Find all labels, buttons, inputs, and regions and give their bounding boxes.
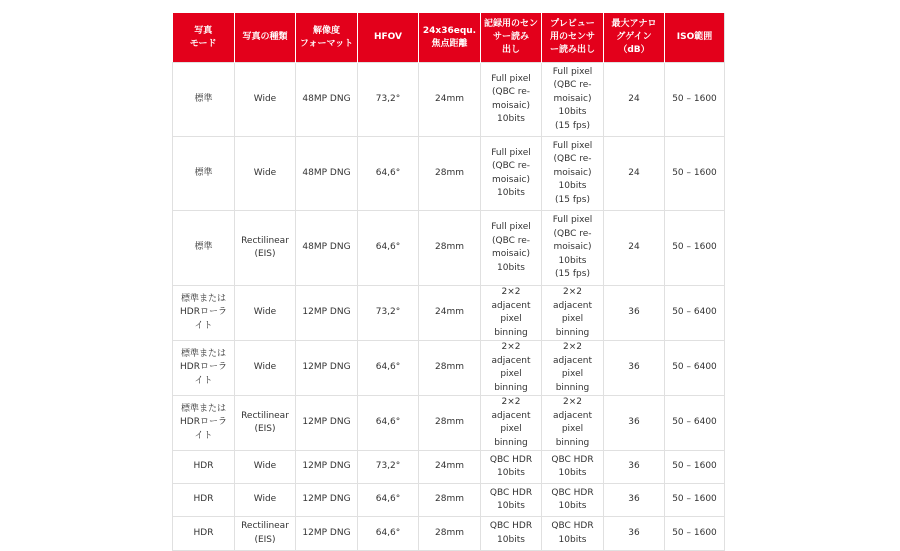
cell-recording-readout [481, 341, 542, 396]
cell-resolution-format [296, 341, 358, 396]
cell-iso-range-value: 50 – 6400 [672, 417, 717, 428]
cell-hfov [358, 63, 419, 137]
cell-photo-type-value: Rectilinear (EIS) [241, 521, 289, 545]
cell-iso-range [665, 517, 725, 551]
cell-photo-type-value: Wide [253, 307, 277, 318]
cell-max-analog-gain [604, 137, 665, 211]
cell-photo-mode-value: 標準 [194, 167, 213, 178]
cell-preview-readout [542, 451, 604, 484]
cell-preview-readout [542, 137, 604, 211]
cell-iso-range [665, 137, 725, 211]
cell-recording-readout [481, 211, 542, 286]
cell-photo-mode-value: 標準 [194, 93, 213, 104]
cell-focal-length-value: 28mm [435, 527, 464, 538]
cell-recording-readout-value: QBC HDR 10bits [489, 487, 533, 511]
table-row [173, 484, 725, 517]
cell-photo-mode [173, 137, 235, 211]
cell-hfov-value: 73,2° [375, 307, 401, 318]
cell-photo-type-value: Wide [253, 494, 277, 505]
cell-photo-type [235, 211, 296, 286]
cell-preview-readout [542, 341, 604, 396]
table-row [173, 137, 725, 211]
cell-recording-readout [481, 451, 542, 484]
cell-max-analog-gain-value: 24 [628, 93, 640, 104]
cell-focal-length-value: 28mm [435, 417, 464, 428]
cell-recording-readout [481, 484, 542, 517]
header-recording-readout [481, 13, 542, 63]
cell-recording-readout [481, 396, 542, 451]
cell-iso-range [665, 341, 725, 396]
header-resolution-format-label: 解像度 フォーマット [299, 25, 354, 49]
header-photo-mode [173, 13, 235, 63]
cell-focal-length [419, 451, 481, 484]
cell-preview-readout-value: QBC HDR 10bits [551, 487, 594, 511]
cell-max-analog-gain [604, 484, 665, 517]
header-preview-readout [542, 13, 604, 63]
cell-iso-range [665, 484, 725, 517]
cell-focal-length [419, 137, 481, 211]
cell-max-analog-gain-value: 36 [628, 494, 640, 505]
cell-resolution-format [296, 286, 358, 341]
cell-photo-type-value: Wide [253, 93, 277, 104]
cell-resolution-format-value: 12MP DNG [302, 307, 351, 318]
cell-max-analog-gain [604, 211, 665, 286]
cell-preview-readout [542, 484, 604, 517]
cell-resolution-format-value: 12MP DNG [302, 527, 351, 538]
cell-photo-type-value: Wide [253, 461, 277, 472]
cell-max-analog-gain-value: 36 [628, 307, 640, 318]
header-hfov [358, 13, 419, 63]
table-row [173, 451, 725, 484]
cell-recording-readout-value: Full pixel (QBC re- moisaic) 10bits [491, 222, 531, 273]
table-body [173, 63, 725, 551]
cell-iso-range [665, 211, 725, 286]
cell-iso-range [665, 63, 725, 137]
cell-recording-readout-value: 2×2 adjacent pixel binning [491, 397, 531, 448]
cell-preview-readout-value: 2×2 adjacent pixel binning [553, 342, 592, 393]
cell-max-analog-gain-value: 36 [628, 527, 640, 538]
cell-hfov [358, 341, 419, 396]
cell-preview-readout-value: 2×2 adjacent pixel binning [553, 287, 592, 338]
cell-iso-range [665, 396, 725, 451]
cell-resolution-format [296, 137, 358, 211]
header-hfov-label: HFOV [373, 32, 403, 42]
cell-max-analog-gain [604, 341, 665, 396]
cell-photo-mode [173, 211, 235, 286]
cell-preview-readout [542, 396, 604, 451]
cell-focal-length-value: 28mm [435, 167, 464, 178]
cell-photo-type-value: Rectilinear (EIS) [241, 410, 289, 434]
cell-photo-type-value: Wide [253, 167, 277, 178]
cell-preview-readout [542, 211, 604, 286]
cell-hfov [358, 286, 419, 341]
cell-iso-range-value: 50 – 1600 [672, 242, 717, 253]
cell-preview-readout-value: Full pixel (QBC re- moisaic) 10bits (15 fps) [552, 140, 593, 205]
cell-hfov [358, 517, 419, 551]
header-max-analog-gain-label: 最大アナロ グゲイン （dB） [611, 19, 657, 55]
table-row [173, 341, 725, 396]
header-iso-range [665, 13, 725, 63]
cell-iso-range [665, 451, 725, 484]
cell-focal-length [419, 484, 481, 517]
cell-max-analog-gain [604, 396, 665, 451]
cell-photo-type [235, 396, 296, 451]
cell-photo-mode-value: 標準または HDRローラ イト [180, 403, 227, 441]
cell-photo-mode [173, 286, 235, 341]
cell-resolution-format [296, 451, 358, 484]
cell-max-analog-gain-value: 36 [628, 461, 640, 472]
cell-max-analog-gain-value: 36 [628, 417, 640, 428]
cell-preview-readout-value: Full pixel (QBC re- moisaic) 10bits (15 fps) [552, 66, 593, 131]
cell-focal-length-value: 28mm [435, 362, 464, 373]
cell-recording-readout [481, 63, 542, 137]
cell-preview-readout-value: 2×2 adjacent pixel binning [553, 397, 592, 448]
cell-recording-readout-value: 2×2 adjacent pixel binning [491, 342, 531, 393]
cell-photo-type-value: Wide [253, 362, 277, 373]
cell-recording-readout-value: Full pixel (QBC re- moisaic) 10bits [491, 73, 531, 124]
cell-photo-type [235, 484, 296, 517]
cell-photo-mode-value: 標準 [194, 242, 213, 253]
cell-resolution-format [296, 484, 358, 517]
cell-resolution-format [296, 396, 358, 451]
table-header-row [173, 13, 725, 63]
cell-max-analog-gain-value: 36 [628, 362, 640, 373]
camera-specs-table [172, 13, 725, 551]
cell-focal-length [419, 63, 481, 137]
cell-photo-mode-value: 標準または HDRローラ イト [180, 348, 227, 386]
header-photo-type [235, 13, 296, 63]
header-photo-type-label: 写真の種類 [242, 32, 288, 42]
header-preview-readout-label: プレビュー 用のセンサ ー読み出し [549, 19, 595, 55]
header-iso-range-label: ISO範囲 [676, 32, 713, 42]
cell-preview-readout-value: QBC HDR 10bits [551, 521, 594, 545]
cell-max-analog-gain [604, 63, 665, 137]
cell-resolution-format-value: 48MP DNG [302, 167, 351, 178]
cell-max-analog-gain [604, 451, 665, 484]
cell-photo-type-value: Rectilinear (EIS) [241, 235, 289, 259]
cell-resolution-format-value: 48MP DNG [302, 242, 351, 253]
cell-resolution-format-value: 12MP DNG [302, 494, 351, 505]
cell-photo-mode-value: HDR [193, 461, 214, 472]
camera-specs-table-container [172, 13, 724, 551]
header-focal-length-label: 24x36equ. 焦点距離 [422, 25, 477, 49]
cell-photo-type [235, 286, 296, 341]
cell-focal-length-value: 28mm [435, 242, 464, 253]
cell-hfov-value: 64,6° [375, 362, 401, 373]
header-resolution-format [296, 13, 358, 63]
table-row [173, 286, 725, 341]
cell-photo-type [235, 517, 296, 551]
cell-resolution-format [296, 63, 358, 137]
cell-hfov-value: 64,6° [375, 417, 401, 428]
cell-hfov-value: 64,6° [375, 527, 401, 538]
cell-photo-type [235, 137, 296, 211]
cell-hfov-value: 64,6° [375, 242, 401, 253]
cell-focal-length [419, 286, 481, 341]
cell-resolution-format-value: 12MP DNG [302, 461, 351, 472]
cell-iso-range-value: 50 – 6400 [672, 307, 717, 318]
cell-hfov-value: 64,6° [375, 167, 401, 178]
cell-focal-length-value: 24mm [435, 93, 464, 104]
cell-hfov [358, 396, 419, 451]
cell-recording-readout-value: Full pixel (QBC re- moisaic) 10bits [491, 147, 531, 198]
header-max-analog-gain [604, 13, 665, 63]
cell-iso-range-value: 50 – 1600 [672, 494, 717, 505]
cell-recording-readout-value: QBC HDR 10bits [489, 454, 533, 478]
cell-recording-readout [481, 286, 542, 341]
cell-preview-readout [542, 517, 604, 551]
cell-iso-range [665, 286, 725, 341]
cell-photo-mode [173, 341, 235, 396]
cell-photo-mode-value: HDR [193, 527, 214, 538]
cell-hfov-value: 64,6° [375, 494, 401, 505]
cell-focal-length [419, 211, 481, 286]
cell-hfov [358, 211, 419, 286]
cell-photo-mode-value: HDR [193, 494, 214, 505]
cell-resolution-format-value: 12MP DNG [302, 362, 351, 373]
cell-hfov-value: 73,2° [375, 93, 401, 104]
cell-iso-range-value: 50 – 1600 [672, 167, 717, 178]
cell-iso-range-value: 50 – 1600 [672, 93, 717, 104]
cell-preview-readout [542, 286, 604, 341]
cell-focal-length [419, 341, 481, 396]
cell-max-analog-gain-value: 24 [628, 167, 640, 178]
cell-preview-readout [542, 63, 604, 137]
cell-photo-mode [173, 484, 235, 517]
cell-resolution-format [296, 517, 358, 551]
header-focal-length [419, 13, 481, 63]
cell-resolution-format [296, 211, 358, 286]
cell-preview-readout-value: Full pixel (QBC re- moisaic) 10bits (15 fps) [552, 215, 593, 280]
cell-preview-readout-value: QBC HDR 10bits [551, 454, 594, 478]
cell-iso-range-value: 50 – 6400 [672, 362, 717, 373]
cell-photo-type [235, 63, 296, 137]
cell-iso-range-value: 50 – 1600 [672, 461, 717, 472]
cell-resolution-format-value: 48MP DNG [302, 93, 351, 104]
cell-recording-readout [481, 137, 542, 211]
cell-focal-length [419, 517, 481, 551]
cell-focal-length [419, 396, 481, 451]
cell-hfov-value: 73,2° [375, 461, 401, 472]
table-row [173, 517, 725, 551]
cell-hfov [358, 451, 419, 484]
cell-hfov [358, 137, 419, 211]
cell-focal-length-value: 24mm [435, 461, 464, 472]
cell-recording-readout-value: 2×2 adjacent pixel binning [491, 287, 531, 338]
cell-photo-mode [173, 63, 235, 137]
cell-max-analog-gain-value: 24 [628, 242, 640, 253]
cell-recording-readout [481, 517, 542, 551]
cell-iso-range-value: 50 – 1600 [672, 527, 717, 538]
header-recording-readout-label: 記録用のセン サー読み 出し [483, 19, 538, 55]
cell-hfov [358, 484, 419, 517]
cell-focal-length-value: 24mm [435, 307, 464, 318]
cell-photo-mode [173, 396, 235, 451]
cell-max-analog-gain [604, 517, 665, 551]
cell-photo-mode-value: 標準または HDRローラ イト [180, 293, 227, 331]
table-row [173, 396, 725, 451]
cell-resolution-format-value: 12MP DNG [302, 417, 351, 428]
cell-focal-length-value: 28mm [435, 494, 464, 505]
table-row [173, 63, 725, 137]
table-row [173, 211, 725, 286]
cell-photo-type [235, 451, 296, 484]
cell-recording-readout-value: QBC HDR 10bits [489, 521, 533, 545]
cell-max-analog-gain [604, 286, 665, 341]
cell-photo-type [235, 341, 296, 396]
header-photo-mode-label: 写真 モード [189, 25, 217, 49]
cell-photo-mode [173, 517, 235, 551]
cell-photo-mode [173, 451, 235, 484]
